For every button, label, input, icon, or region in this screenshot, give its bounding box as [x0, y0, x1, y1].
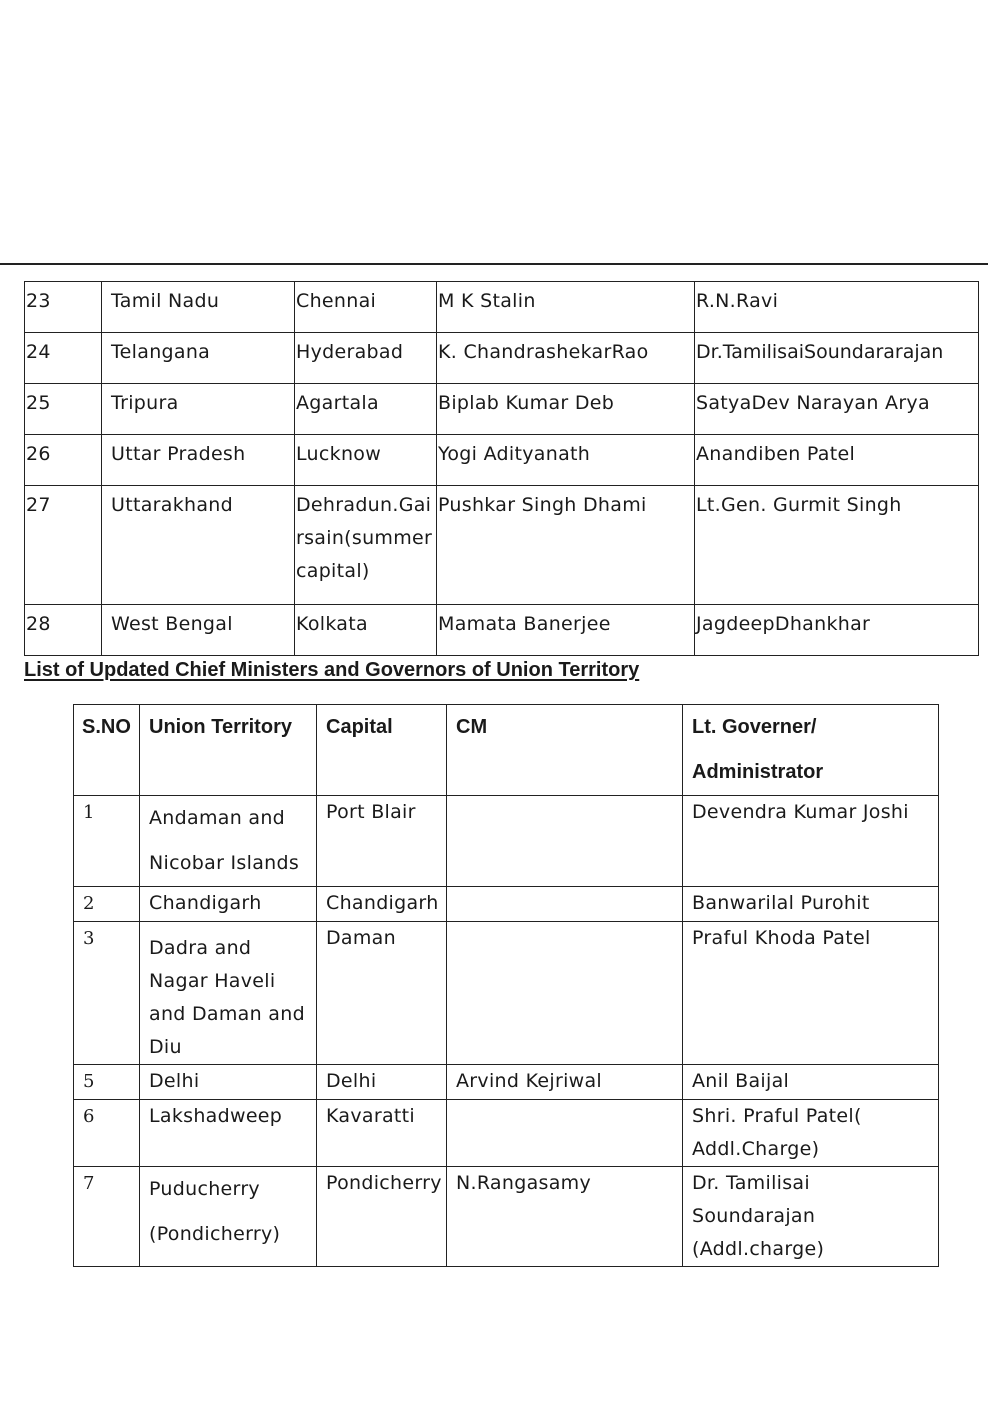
state-cell: West Bengal: [102, 605, 295, 656]
sno-cell: 5: [74, 1065, 140, 1100]
table-row: [25, 605, 979, 656]
governor-cell: Praful Khoda Patel: [683, 922, 939, 1065]
cm-cell: Yogi Adityanath: [437, 435, 695, 486]
sno-cell: 28: [25, 605, 102, 656]
page-top-rule: [0, 263, 988, 265]
ut-section-heading: List of Updated Chief Ministers and Governors of Union Territory: [24, 659, 640, 681]
capital-cell: Agartala: [295, 384, 437, 435]
territory-cell: Lakshadweep: [140, 1100, 317, 1167]
sno-cell: 6: [74, 1100, 140, 1167]
capital-cell: Delhi: [317, 1065, 447, 1100]
table-row: [25, 435, 979, 486]
cm-cell: N.Rangasamy: [447, 1167, 683, 1267]
ut-table: [73, 704, 939, 1267]
capital-cell: Kolkata: [295, 605, 437, 656]
governor-cell: SatyaDev Narayan Arya: [695, 384, 979, 435]
table-header-row: [74, 705, 939, 796]
sno-cell: 25: [25, 384, 102, 435]
sno-cell: 26: [25, 435, 102, 486]
sno-cell: 23: [25, 282, 102, 333]
territory-cell: Puducherry (Pondicherry): [140, 1167, 317, 1267]
capital-cell: Daman: [317, 922, 447, 1065]
governor-cell: Shri. Praful Patel( Addl.Charge): [683, 1100, 939, 1167]
governor-cell: Dr. Tamilisai Soundarajan (Addl.charge): [683, 1167, 939, 1267]
header-sno: S.NO: [74, 705, 140, 796]
sno-cell: 3: [74, 922, 140, 1065]
territory-cell: Delhi: [140, 1065, 317, 1100]
table-row: [74, 1167, 939, 1267]
state-cell: Tripura: [102, 384, 295, 435]
table-row: [25, 282, 979, 333]
table-row: [74, 922, 939, 1065]
capital-cell: Chennai: [295, 282, 437, 333]
territory-cell: Dadra and Nagar Haveli and Daman and Diu: [140, 922, 317, 1065]
header-governor-line1: Lt. Governer/: [692, 716, 817, 738]
capital-cell: Kavaratti: [317, 1100, 447, 1167]
table-row: [25, 384, 979, 435]
cm-cell: Biplab Kumar Deb: [437, 384, 695, 435]
header-cm: CM: [447, 705, 683, 796]
table-row: [74, 1065, 939, 1100]
sno-cell: 24: [25, 333, 102, 384]
cm-cell: [447, 796, 683, 887]
cm-cell: Mamata Banerjee: [437, 605, 695, 656]
state-cell: Uttarakhand: [102, 486, 295, 605]
sno-cell: 27: [25, 486, 102, 605]
sno-cell: 2: [74, 887, 140, 922]
header-territory: Union Territory: [140, 705, 317, 796]
header-governor-line2: Administrator: [692, 761, 824, 783]
sno-cell: 7: [74, 1167, 140, 1267]
cm-cell: M K Stalin: [437, 282, 695, 333]
cm-cell: Arvind Kejriwal: [447, 1065, 683, 1100]
territory-cell: Chandigarh: [140, 887, 317, 922]
governor-cell: R.N.Ravi: [695, 282, 979, 333]
cm-cell: [447, 922, 683, 1065]
capital-cell: Port Blair: [317, 796, 447, 887]
table-row: [25, 486, 979, 605]
capital-cell: Pondicherry: [317, 1167, 447, 1267]
cm-cell: [447, 1100, 683, 1167]
table-row: [74, 796, 939, 887]
header-governor: [683, 705, 939, 796]
governor-cell: JagdeepDhankhar: [695, 605, 979, 656]
cm-cell: Pushkar Singh Dhami: [437, 486, 695, 605]
state-cell: Tamil Nadu: [102, 282, 295, 333]
capital-cell: Hyderabad: [295, 333, 437, 384]
governor-cell: Anandiben Patel: [695, 435, 979, 486]
header-capital: Capital: [317, 705, 447, 796]
states-table: [24, 281, 979, 656]
governor-cell: Lt.Gen. Gurmit Singh: [695, 486, 979, 605]
governor-cell: Devendra Kumar Joshi: [683, 796, 939, 887]
capital-cell: Chandigarh: [317, 887, 447, 922]
capital-cell: Lucknow: [295, 435, 437, 486]
table-row: [74, 887, 939, 922]
governor-cell: Anil Baijal: [683, 1065, 939, 1100]
territory-cell: Andaman and Nicobar Islands: [140, 796, 317, 887]
capital-cell: Dehradun.Gairsain(summer capital): [295, 486, 437, 605]
table-row: [25, 333, 979, 384]
governor-cell: Banwarilal Purohit: [683, 887, 939, 922]
governor-cell: Dr.TamilisaiSoundararajan: [695, 333, 979, 384]
state-cell: Uttar Pradesh: [102, 435, 295, 486]
cm-cell: [447, 887, 683, 922]
table-row: [74, 1100, 939, 1167]
state-cell: Telangana: [102, 333, 295, 384]
cm-cell: K. ChandrashekarRao: [437, 333, 695, 384]
sno-cell: 1: [74, 796, 140, 887]
